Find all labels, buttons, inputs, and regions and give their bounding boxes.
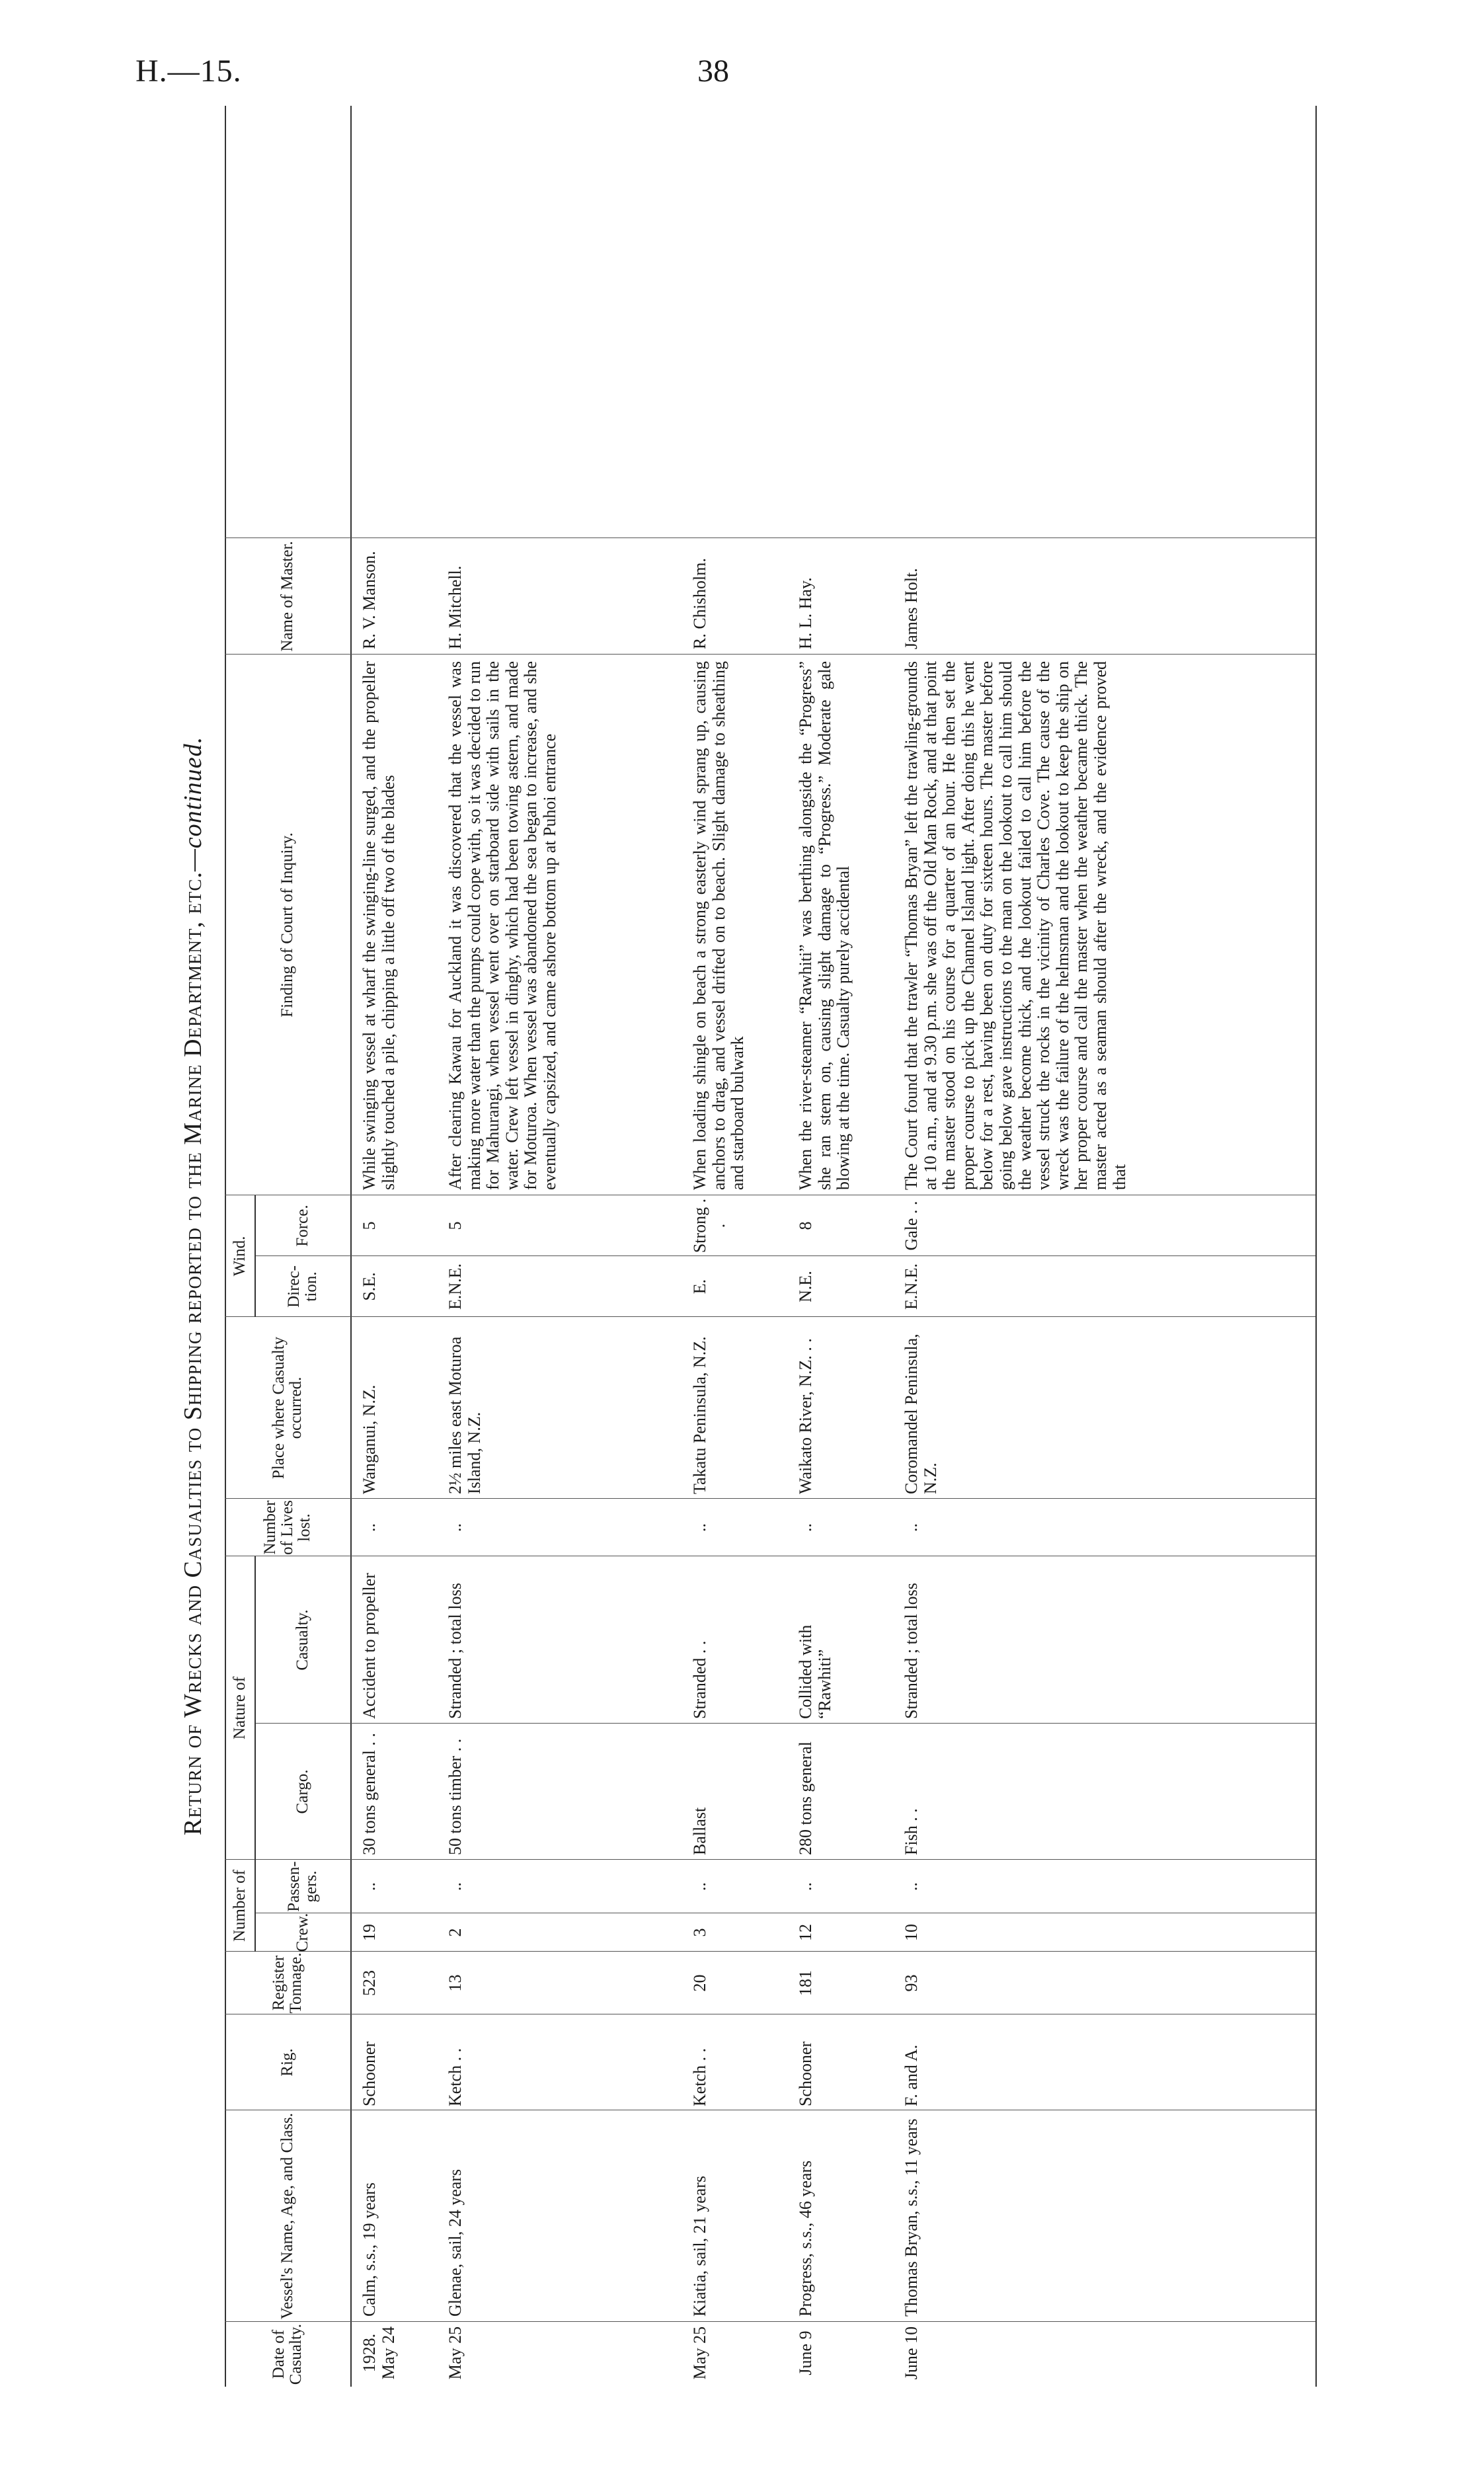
header-date: Date of Casualty.: [270, 2323, 305, 2385]
header-casualty: Casualty.: [293, 1609, 311, 1671]
column-rule: [225, 1316, 1315, 1317]
cell-crew: 2: [446, 1928, 465, 1937]
cell-crew: 12: [796, 1924, 815, 1941]
cell-lives: ..: [360, 1523, 379, 1532]
header-cargo: Cargo.: [293, 1769, 311, 1814]
cell-direction: N.E.: [796, 1271, 815, 1302]
cell-direction: E.: [690, 1279, 709, 1294]
cell-cargo: 280 tons general: [796, 1741, 815, 1855]
cell-passengers: ..: [690, 1882, 709, 1891]
cell-place: Takatu Peninsula, N.Z.: [690, 1336, 709, 1494]
cell-finding: After clearing Kawau for Auckland it was discovered that the vessel was making more water than the pumps could cope with, so it was decided to run for Mahurangi, when vessel went over on starboard side with sails in the water. Crew left vessel in dinghy, which had been towing astern, and made for Moturoa. When vessel was abandoned the sea began to increase, and she eventually capsized, and came ashore bottom up at Puhoi entrance: [446, 661, 559, 1190]
cell-passengers: ..: [902, 1882, 921, 1891]
rotated-table: [162, 106, 1325, 2387]
cell-rig: Schooner: [360, 2041, 379, 2106]
cell-rig: Schooner: [796, 2041, 815, 2106]
cell-finding: While swinging vessel at wharf the swinging-line surged, and the propeller slightly touched a pile, chipping a little off two of the blades: [360, 661, 398, 1190]
header-wind: Wind.: [230, 1236, 249, 1277]
cell-vessel: Kiatia, sail, 21 years: [690, 2176, 709, 2317]
cell-lives: ..: [690, 1523, 709, 1532]
cell-casualty: Accident to propeller: [360, 1573, 379, 1719]
cell-lives: ..: [446, 1523, 465, 1532]
cell-tonnage: 523: [360, 1970, 379, 1996]
table-title: [178, 185, 208, 2387]
cell-force: 5: [446, 1221, 465, 1230]
column-rule: [225, 654, 1315, 655]
cell-direction: E.N.E.: [446, 1263, 465, 1310]
column-rule: [225, 1951, 1315, 1952]
cell-date: May 25: [690, 2326, 709, 2380]
cell-vessel: Progress, s.s., 46 years: [796, 2160, 815, 2317]
column-rule: [225, 2321, 1315, 2322]
table-title-suffix: —continued.: [179, 736, 207, 872]
cell-master: H. Mitchell.: [446, 565, 465, 649]
header-nature-of: Nature of: [230, 1676, 249, 1740]
cell-crew: 3: [690, 1928, 709, 1937]
cell-place: Coromandel Peninsula, N.Z.: [902, 1334, 940, 1494]
cell-crew: 19: [360, 1924, 379, 1941]
cell-passengers: ..: [360, 1882, 379, 1891]
table-bottom-rule: [1315, 106, 1317, 2387]
year-label: 1928.: [360, 2333, 379, 2373]
cell-casualty: Stranded . .: [690, 1640, 709, 1719]
header-passengers: Passen-gers.: [284, 1861, 320, 1912]
cell-rig: F. and A.: [902, 2044, 921, 2106]
header-finding: Finding of Court of Inquiry.: [278, 832, 296, 1017]
cell-place: Wanganui, N.Z.: [360, 1384, 379, 1494]
cell-crew: 10: [902, 1924, 921, 1941]
date-value: May 24: [378, 2326, 398, 2380]
cell-rig: Ketch . .: [446, 2048, 465, 2106]
header-bottom-rule: [350, 106, 352, 2387]
cell-master: H. L. Hay.: [796, 577, 815, 649]
cell-place: Waikato River, N.Z. . .: [796, 1338, 815, 1494]
cell-cargo: Ballast: [690, 1807, 709, 1855]
cell-force: Strong . .: [690, 1198, 728, 1254]
column-rule: [225, 537, 1315, 538]
cell-date: June 10: [902, 2326, 921, 2380]
cell-master: R. Chisholm.: [690, 558, 709, 649]
cell-vessel: Calm, s.s., 19 years: [360, 2182, 379, 2317]
table-title-text: Return of Wrecks and Casualties to Shipping reported to the Marine Department, etc.: [179, 871, 207, 1836]
cell-force: Gale . .: [902, 1201, 921, 1251]
cell-force: 8: [796, 1221, 815, 1230]
cell-passengers: ..: [796, 1882, 815, 1891]
page-number: 38: [697, 54, 729, 89]
header-tonnage: Register Tonnage.: [270, 1952, 305, 2014]
header-vessel: Vessel's Name, Age, and Class.: [278, 2112, 296, 2320]
cell-cargo: Fish . .: [902, 1808, 921, 1855]
cell-casualty: Stranded ; total loss: [446, 1583, 465, 1719]
header-master: Name of Master.: [278, 541, 296, 652]
cell-cargo: 50 tons timber . .: [446, 1738, 465, 1855]
cell-lives: ..: [796, 1523, 815, 1532]
header-force: Force.: [293, 1205, 311, 1247]
cell-place: 2½ miles east Moturoa Island, N.Z.: [446, 1336, 484, 1494]
header-number-of: Number of: [230, 1870, 249, 1942]
cell-tonnage: 13: [446, 1974, 465, 1992]
cell-vessel: Thomas Bryan, s.s., 11 years: [902, 2118, 921, 2317]
column-rule: [225, 1859, 1315, 1860]
header-lives: Number of Lives lost.: [261, 1500, 313, 1555]
cell-casualty: Stranded ; total loss: [902, 1583, 921, 1719]
header-crew: Crew.: [293, 1913, 311, 1952]
column-rule: [254, 1723, 1315, 1724]
cell-finding: When the river-steamer “Rawhiti” was berthing alongside the “Progress” she ran stem on, causing slight damage to “Progress.” Moderate gale blowing at the time. Casualty purely accidental: [796, 661, 853, 1190]
cell-direction: E.N.E.: [902, 1263, 921, 1310]
cell-date: June 9: [796, 2330, 815, 2375]
cell-force: 5: [360, 1221, 379, 1230]
cell-cargo: 30 tons general . .: [360, 1733, 379, 1855]
header-rig: Rig.: [278, 2048, 296, 2077]
cell-master: James Holt.: [902, 568, 921, 649]
header-direction: Direc-tion.: [284, 1265, 320, 1308]
cell-tonnage: 93: [902, 1974, 921, 1992]
cell-date: [360, 2323, 398, 2383]
cell-finding: The Court found that the trawler “Thomas Bryan” left the trawling-grounds at 10 a.m., and at 9.30 p.m. she was off the Old Man Rock, and at that point the master stood on his course for a quarter of an hour. He then set the proper course to pick up the Channel Island light. After doing this he went below for a rest, having been on duty for sixteen hours. The master before going below gave instructions to the man on the lookout to call him should the weather become thick, and the lookout failed to call him before the vessel struck the rocks in the vicinity of Charles Cove. The cause of the wreck was the failure of the helmsman and the lookout to keep the ship on her proper course and call the master when the weather became thick. The master acted as a seaman should after the wreck, and the evidence proved that: [902, 661, 1129, 1190]
cell-lives: ..: [902, 1523, 921, 1532]
cell-direction: S.E.: [360, 1272, 379, 1301]
cell-casualty: Collided with “Rawhiti”: [796, 1624, 834, 1719]
cell-master: R. V. Manson.: [360, 551, 379, 649]
page-reference: H.—15.: [136, 54, 242, 89]
cell-tonnage: 20: [690, 1974, 709, 1992]
cell-rig: Ketch . .: [690, 2048, 709, 2106]
cell-tonnage: 181: [796, 1970, 815, 1996]
cell-date: May 25: [446, 2326, 465, 2380]
cell-vessel: Glenae, sail, 24 years: [446, 2169, 465, 2317]
cell-passengers: ..: [446, 1882, 465, 1891]
cell-finding: When loading shingle on beach a strong easterly wind sprang up, causing anchors to drag, and vessel drifted on to beach. Slight damage to sheathing and starboard bulwark: [690, 661, 748, 1190]
column-rule: [225, 1498, 1315, 1499]
header-place: Place where Casualty occurred.: [270, 1336, 305, 1480]
column-rule: [254, 1255, 1315, 1256]
